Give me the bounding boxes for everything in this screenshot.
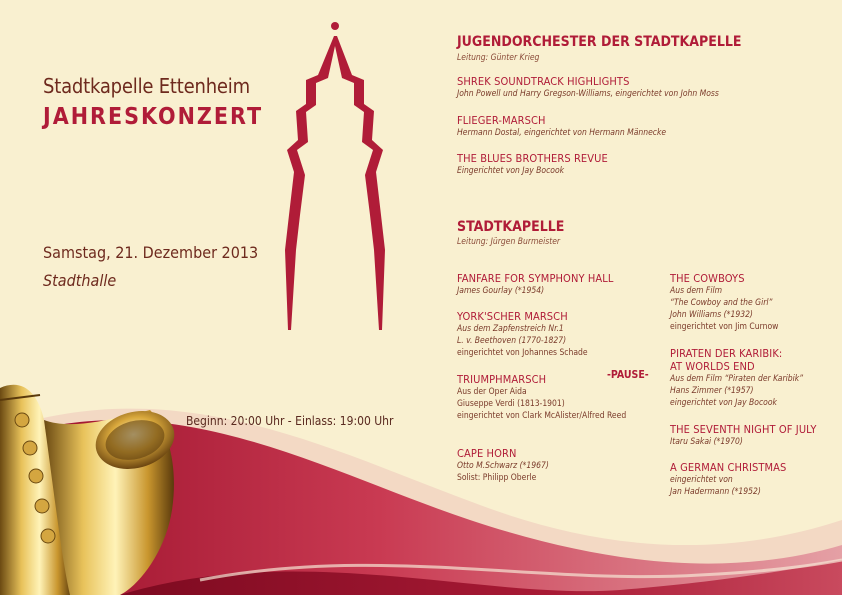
youth-orchestra-title: JUGENDORCHESTER DER STADTKAPELLE	[457, 34, 742, 50]
program-item	[670, 347, 803, 409]
piece-details: Aus dem Film	[670, 286, 723, 296]
piece-title: THE SEVENTH NIGHT OF JULY	[670, 423, 817, 436]
piece-title: SHREK SOUNDTRACK HIGHLIGHTS	[457, 75, 630, 88]
piece-title-line2: AT WORLDS END	[670, 360, 755, 373]
piece-details: eingerichtet von Jay Bocook	[670, 398, 777, 408]
piece-details: Aus dem Zapfenstreich Nr.1	[457, 324, 564, 334]
piece-title: FANFARE FOR SYMPHONY HALL	[457, 272, 614, 285]
pause-label: -PAUSE-	[607, 369, 649, 381]
main-orchestra-title: STADTKAPELLE	[457, 219, 565, 235]
piece-details: “The Cowboy and the Girl”	[670, 298, 773, 308]
piece-title: TRIUMPHMARSCH	[457, 373, 547, 386]
event-times: Beginn: 20:00 Uhr - Einlass: 19:00 Uhr	[186, 414, 394, 428]
program-item	[457, 310, 588, 359]
piece-details: Solist: Philipp Oberle	[457, 473, 537, 483]
piece-details: Itaru Sakai (*1970)	[670, 437, 743, 447]
program-item	[457, 447, 549, 484]
piece-details: John Powell und Harry Gregson-Williams, eingerichtet von John Moss	[457, 89, 719, 99]
program-item	[457, 75, 719, 100]
concert-title: JAHRESKONZERT	[43, 104, 264, 130]
program-item	[457, 272, 613, 297]
piece-details: eingerichtet von Johannes Schade	[457, 348, 588, 358]
program-item	[670, 423, 816, 448]
piece-title: THE COWBOYS	[670, 272, 745, 285]
piece-details: James Gourlay (*1954)	[457, 286, 545, 296]
youth-orchestra-leader: Leitung: Günter Krieg	[457, 53, 540, 63]
piece-title: THE BLUES BROTHERS REVUE	[457, 152, 608, 165]
piece-title: CAPE HORN	[457, 447, 517, 460]
piece-details: L. v. Beethoven (1770-1827)	[457, 336, 567, 346]
piece-details: Aus dem Film “Piraten der Karibik”	[670, 374, 804, 384]
piece-details: eingerichtet von Jim Curnow	[670, 322, 779, 332]
piece-details: Giuseppe Verdi (1813-1901)	[457, 399, 565, 409]
program-item	[457, 152, 608, 177]
piece-details: Otto M.Schwarz (*1967)	[457, 461, 549, 471]
main-orchestra-leader: Leitung: Jürgen Burmeister	[457, 237, 561, 247]
piece-details: eingerichtet von	[670, 475, 733, 485]
event-venue: Stadthalle	[43, 271, 117, 290]
piece-details: Eingerichtet von Jay Bocook	[457, 166, 565, 176]
program-item	[670, 461, 786, 498]
piece-details: Hans Zimmer (*1957)	[670, 386, 754, 396]
piece-details: Aus der Oper Aida	[457, 387, 527, 397]
piece-title: FLIEGER-MARSCH	[457, 114, 546, 127]
piece-title: YORK'SCHER MARSCH	[457, 310, 568, 323]
piece-details: John Williams (*1932)	[670, 310, 753, 320]
event-date: Samstag, 21. Dezember 2013	[43, 243, 259, 262]
piece-details: Hermann Dostal, eingerichtet von Hermann Männecke	[457, 128, 667, 138]
program-item	[670, 272, 778, 333]
church-tower-icon	[285, 22, 385, 330]
program-item	[457, 373, 626, 422]
piece-details: Jan Hadermann (*1952)	[670, 487, 761, 497]
piece-title: PIRATEN DER KARIBIK:	[670, 347, 783, 360]
orchestra-name: Stadtkapelle Ettenheim	[43, 74, 250, 98]
program-item	[457, 114, 666, 139]
piece-title: A GERMAN CHRISTMAS	[670, 461, 787, 474]
piece-details: eingerichtet von Clark McAlister/Alfred Reed	[457, 411, 627, 421]
